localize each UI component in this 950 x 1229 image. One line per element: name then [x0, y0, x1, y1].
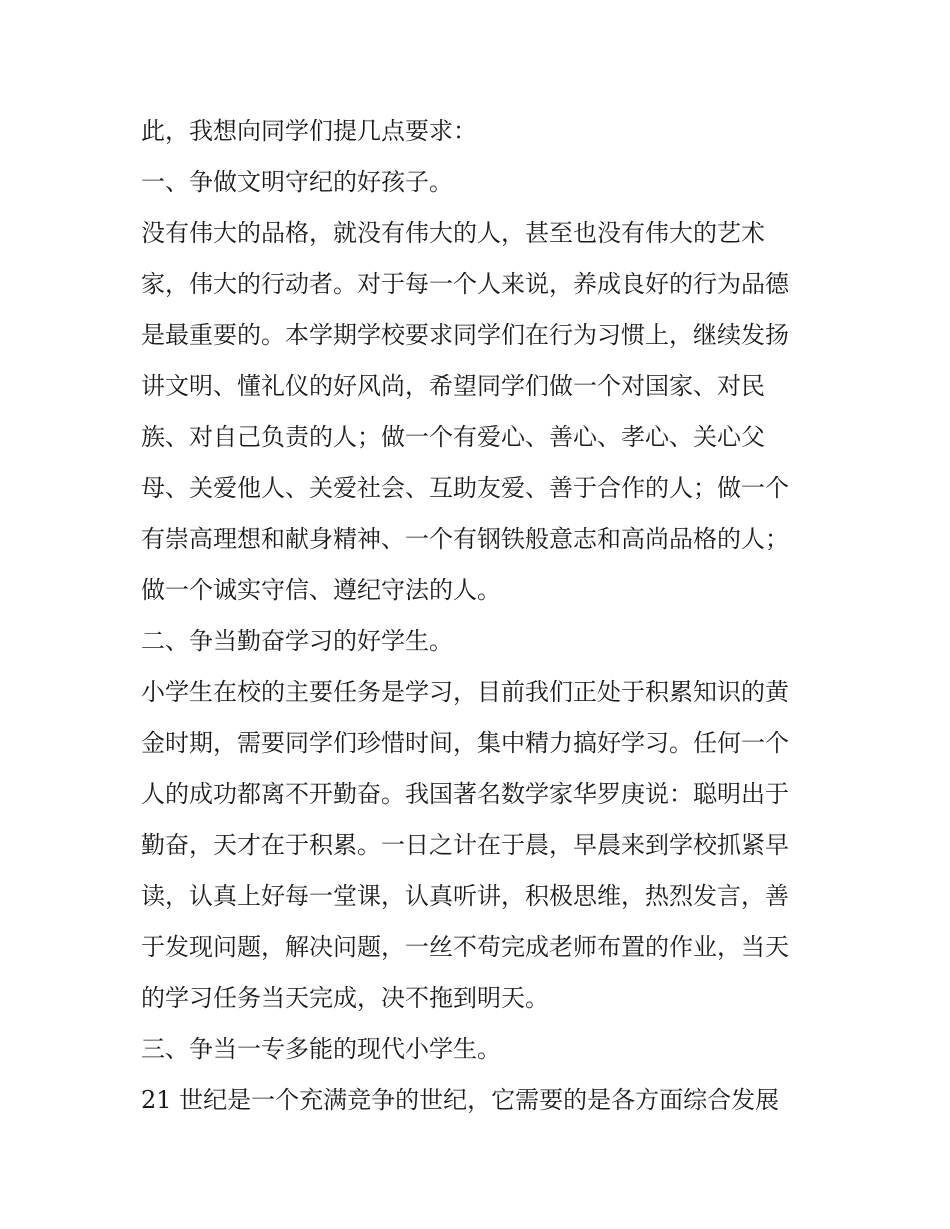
text-line: 人的成功都离不开勤奋。我国著名数学家华罗庚说：聪明出于	[141, 780, 789, 808]
text-line: 做一个诚实守信、遵纪守法的人。	[141, 576, 501, 604]
text-line: 小学生在校的主要任务是学习，目前我们正处于积累知识的黄	[141, 678, 789, 706]
text-line: 金时期，需要同学们珍惜时间，集中精力搞好学习。任何一个	[141, 729, 789, 757]
text-line: 21 世纪是一个充满竞争的世纪，它需要的是各方面综合发展	[141, 1086, 780, 1114]
text-line: 于发现问题，解决问题，一丝不苟完成老师布置的作业，当天	[141, 933, 789, 961]
text-line: 没有伟大的品格，就没有伟大的人，甚至也没有伟大的艺术	[141, 219, 765, 247]
text-line: 有崇高理想和献身精神、一个有钢铁般意志和高尚品格的人；	[141, 525, 789, 553]
text-line: 家，伟大的行动者。对于每一个人来说，养成良好的行为品德	[141, 270, 789, 298]
text-line: 此，我想向同学们提几点要求：	[141, 117, 477, 145]
text-line: 讲文明、懂礼仪的好风尚，希望同学们做一个对国家、对民	[141, 372, 765, 400]
text-line: 读，认真上好每一堂课，认真听讲，积极思维，热烈发言，善	[141, 882, 789, 910]
text-line: 族、对自己负责的人；做一个有爱心、善心、孝心、关心父	[141, 423, 765, 451]
section-heading-3: 三、争当一专多能的现代小学生。	[141, 1035, 501, 1063]
text-line: 是最重要的。本学期学校要求同学们在行为习惯上，继续发扬	[141, 321, 789, 349]
section-heading-1: 一、争做文明守纪的好孩子。	[141, 168, 453, 196]
text-line: 母、关爱他人、关爱社会、互助友爱、善于合作的人；做一个	[141, 474, 789, 502]
text-line: 的学习任务当天完成，决不拖到明天。	[141, 984, 549, 1012]
text-line: 勤奋，天才在于积累。一日之计在于晨，早晨来到学校抓紧早	[141, 831, 789, 859]
document-body	[141, 106, 821, 1126]
section-heading-2: 二、争当勤奋学习的好学生。	[141, 627, 453, 655]
